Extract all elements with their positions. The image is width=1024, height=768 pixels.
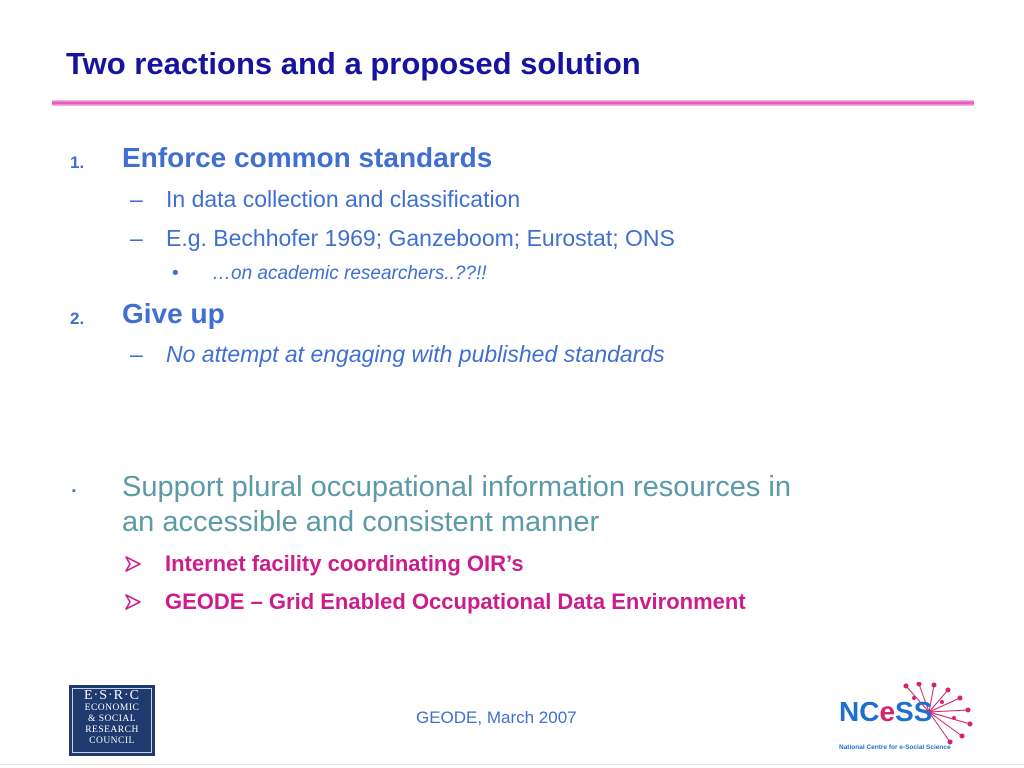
item-number-1: 1. (70, 153, 85, 172)
title-divider (52, 100, 974, 106)
solution-text-line2: an accessible and consistent manner (122, 506, 600, 538)
subsubitem-1: …on academic researchers..??!! (212, 263, 487, 284)
ncess-e: e (879, 696, 896, 727)
esrc-logo-line1: E·S·R·C (84, 688, 140, 703)
ncess-subtitle: National Centre for e-Social Science (839, 744, 951, 751)
ncess-nc: NC (839, 696, 880, 727)
esrc-logo-frame (72, 688, 152, 753)
item-heading-2: Give up (122, 298, 225, 329)
solution-point-1: Internet facility coordinating OIR’s (165, 551, 524, 576)
esrc-logo (69, 685, 155, 756)
esrc-logo-line3: & SOCIAL (87, 714, 137, 724)
dash-bullet: – (130, 186, 143, 212)
ncess-logo (834, 682, 984, 758)
solution-text-line1: Support plural occupational information resources in (122, 471, 791, 503)
dash-bullet: – (130, 225, 143, 251)
esrc-logo-line4: RESEARCH (85, 725, 139, 735)
item-number-2: 2. (70, 309, 85, 328)
slide-footer: GEODE, March 2007 (416, 708, 577, 727)
solution-point-2: GEODE – Grid Enabled Occupational Data Environment (165, 589, 746, 614)
subitem-2-1: No attempt at engaging with published standards (166, 341, 665, 367)
arrow-bullet-icon (124, 594, 142, 610)
subitem-1-2: E.g. Bechhofer 1969; Ganzeboom; Eurostat; ONS (166, 225, 675, 251)
dot-bullet: • (172, 263, 179, 284)
item-heading-1: Enforce common standards (122, 142, 493, 173)
ncess-ss: SS (895, 696, 933, 727)
square-bullet: ▪ (72, 485, 76, 497)
bottom-divider (0, 764, 1024, 765)
dash-bullet: – (130, 341, 143, 367)
esrc-logo-line2: ECONOMIC (84, 703, 140, 713)
esrc-logo-line5: COUNCIL (89, 736, 135, 746)
subitem-1-1: In data collection and classification (166, 186, 521, 212)
arrow-bullet-icon (124, 556, 142, 572)
ncess-wordmark (839, 696, 932, 728)
slide-title: Two reactions and a proposed solution (66, 46, 641, 81)
